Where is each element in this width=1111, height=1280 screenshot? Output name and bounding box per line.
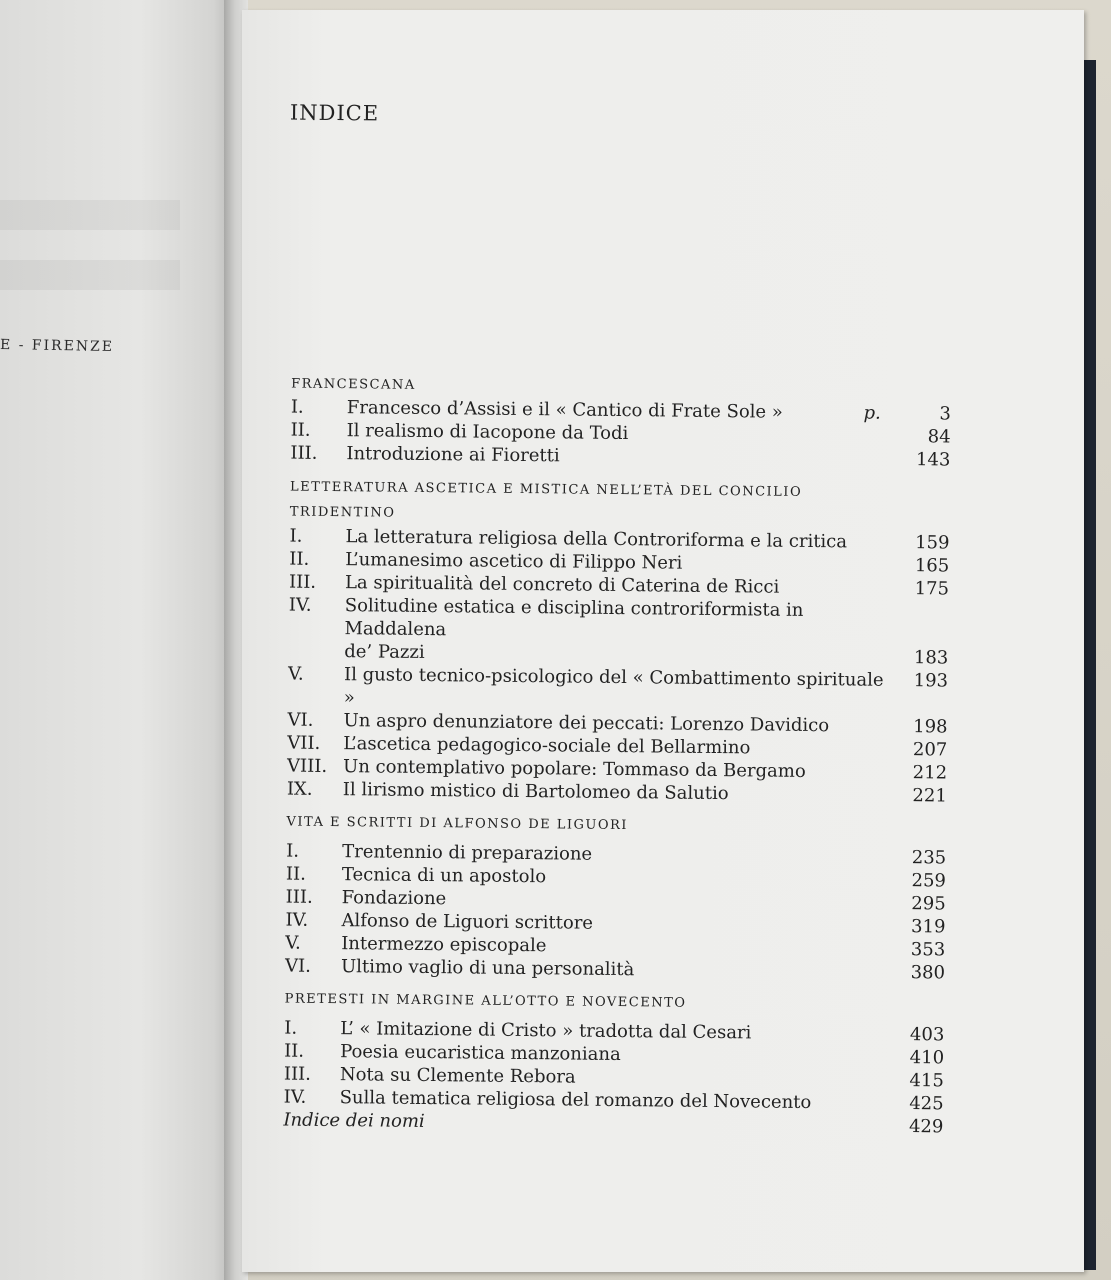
entry-number: I. <box>284 1017 298 1039</box>
right-page <box>242 10 1084 1272</box>
entry-title: Il realismo di Iacopone da Todi <box>346 420 629 445</box>
entry-number: VI. <box>284 955 311 977</box>
entry-page: 380 <box>910 962 946 984</box>
entry-number: I. <box>290 396 304 418</box>
entry-page: 425 <box>909 1093 944 1115</box>
entry-number: V. <box>285 932 301 954</box>
entry-page: 198 <box>913 716 948 738</box>
entry-title: L’ « Imitazione di Cristo » tradotta dal Cesari <box>340 1018 752 1044</box>
left-page <box>0 0 232 1280</box>
entry-title: La spiritualità del concreto di Caterina de Ricci <box>344 572 780 598</box>
entry-number: IX. <box>286 778 313 800</box>
entry-title: Poesia eucaristica manzoniana <box>340 1041 621 1066</box>
show-through-text <box>0 170 180 290</box>
entry-title: La letteratura religiosa della Controriforma e la critica <box>345 526 848 553</box>
entry-number: I. <box>286 840 300 862</box>
entry-page: 403 <box>909 1024 945 1046</box>
section-title: LETTERATURA ASCETICA E MISTICA NELL’ETÀ DEL CONCILIO TRIDENTINO <box>289 479 803 521</box>
entry-number: III. <box>285 886 313 908</box>
entry-title: Nota su Clemente Rebora <box>339 1064 576 1088</box>
entry-number: II. <box>285 863 307 885</box>
entry-title-continuation: de’ Pazzi <box>344 641 425 663</box>
entry-title: Il lirismo mistico di Bartolomeo da Salutio <box>342 779 729 805</box>
entry-title: Sulla tematica religiosa del romanzo del Novecento <box>339 1087 812 1114</box>
entry-number: IV. <box>283 1086 307 1108</box>
entry-title: L’ascetica pedagogico-sociale del Bellarmino <box>343 733 751 759</box>
entry-number: V. <box>287 663 304 685</box>
entry-page: 259 <box>911 870 947 892</box>
entry-page: 159 <box>915 532 950 554</box>
entry-number: III. <box>288 571 317 593</box>
entry-page: 84 <box>927 426 951 448</box>
entry-title: Un aspro denunziatore dei peccati: Lorenzo Davidico <box>343 710 830 737</box>
entry-title: Un contemplativo popolare: Tommaso da Bergamo <box>342 756 806 782</box>
entry-page: 429 <box>908 1116 944 1138</box>
entry-title: Trentennio di preparazione <box>342 841 593 865</box>
toc-entry <box>288 594 948 647</box>
entry-page: 295 <box>911 893 946 915</box>
entry-title: L’umanesimo ascetico di Filippo Neri <box>345 549 683 574</box>
section-title: VITA E SCRITTI DI ALFONSO DE LIGUORI <box>286 814 629 834</box>
entry-number: VI. <box>287 709 314 731</box>
entry-title: Intermezzo episcopale <box>341 933 547 957</box>
section-title: PRETESTI IN MARGINE ALL’OTTO E NOVECENTO <box>284 991 687 1011</box>
entry-page: 353 <box>910 939 946 961</box>
entry-page: 3 <box>939 403 951 425</box>
entry-number: II. <box>289 548 310 570</box>
entry-page: 235 <box>911 847 947 869</box>
entry-number: I. <box>289 525 303 547</box>
entry-title: Alfonso de Liguori scrittore <box>341 910 594 934</box>
entry-page: 175 <box>914 578 950 600</box>
entry-title: Ultimo vaglio di una personalità <box>340 956 635 981</box>
entry-page: 212 <box>912 762 948 784</box>
entry-title: Indice dei nomi <box>283 1109 425 1132</box>
entry-title: Solitudine estatica e disciplina controriformista in Maddalena <box>344 595 804 641</box>
entry-title: Il gusto tecnico-psicologico del « Combattimento spirituale » <box>343 664 884 709</box>
entry-number: IV. <box>288 594 312 616</box>
entry-number: III. <box>283 1063 312 1085</box>
entry-number: II. <box>290 419 311 441</box>
left-page-fragment: E - FIRENZE <box>0 337 115 355</box>
entry-page: 165 <box>914 555 950 577</box>
entry-page: 193 <box>913 670 949 692</box>
entry-number: III. <box>290 442 318 464</box>
page-title: INDICE <box>289 100 380 126</box>
entry-page: 415 <box>909 1070 944 1092</box>
page-prefix: p. <box>863 402 881 424</box>
entry-page: 410 <box>909 1047 945 1069</box>
table-of-contents <box>283 373 951 1139</box>
entry-page: 319 <box>910 916 946 938</box>
entry-number: VIII. <box>287 755 328 777</box>
entry-title: Francesco d’Assisi e il « Cantico di Frate Sole » <box>346 397 784 423</box>
entry-number: VII. <box>287 732 321 754</box>
entry-page: 143 <box>915 449 951 471</box>
entry-page: 183 <box>913 647 949 669</box>
page-content <box>230 6 1085 1277</box>
entry-title: Fondazione <box>341 887 447 910</box>
entry-number: IV. <box>285 909 309 931</box>
entry-page: 207 <box>912 739 948 761</box>
entry-title: Tecnica di un apostolo <box>341 864 547 888</box>
section-title: FRANCESCANA <box>291 376 416 393</box>
toc-entry <box>288 663 948 716</box>
entry-title: Introduzione ai Fioretti <box>346 443 560 467</box>
entry-page: 221 <box>912 785 947 807</box>
entry-number: II. <box>284 1040 305 1062</box>
